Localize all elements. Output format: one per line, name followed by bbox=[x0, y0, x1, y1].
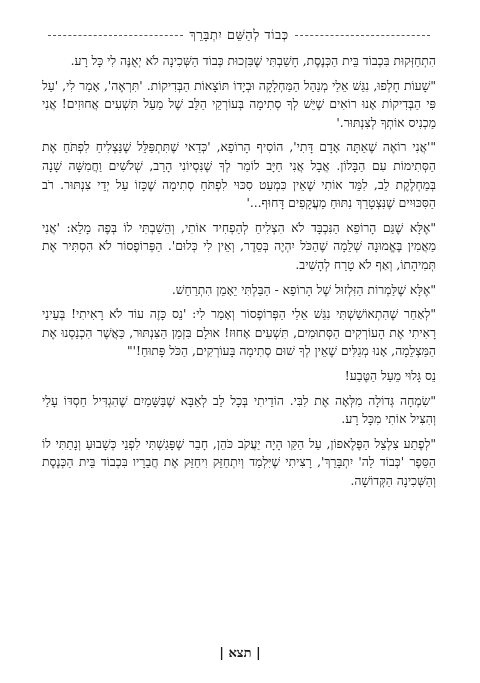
paragraph: נֵס גָּלוּי מֵעַל הַטֶּבַע! bbox=[344, 368, 436, 383]
paragraph: "שִׂמְחָה גְּדוֹלָה מִלְּאָה אֶת לִבִּי. הוֹדֵיתִי בְּכָל לֵב לְאַבָּא שֶׁבַּשָּׁמַיִם שֶׁהִגְדִּיל חַסְדּוֹ עָלַי וְהִצִּיל אוֹתִי מִכָּל רָע. bbox=[42, 393, 436, 427]
header-rule-right bbox=[295, 35, 430, 36]
paragraph: "'אֲנִי רוֹאֶה שֶׁאַתָּה אָדָם דָּתִי', הוֹסִיף הָרוֹפֵא, 'כְּדַאי שֶׁתִּתְפַּלֵּל שֶׁנַּצְלִיחַ לִפְתֹּחַ אֶת הַסְּתִימוֹת עִם הַבָּלוֹן. אֲבָל אֲנִי חַיָּב לוֹמַר לְךָ שֶׁנִּסְיוֹנִי הָרַב, שְׁלֹשִׁים וַחֲמִשָּׁה שָׁנָה בְּמַחְלֶקֶת לֵב, לִמֵּד אוֹתִי שֶׁאֵין כִּמְעַט סִכּוּי לִפְתֹּחַ סְתִימָה שֶׁכָּזוֹ עַל יְדֵי צִנְתּוּר. רֹב הַסִּכּוּיִים שֶׁנִּצְטָרֵךְ נִתּוּחַ מַעֲקָפִים דָּחוּף...' bbox=[42, 140, 436, 211]
header-title: כְּבוֹד לְהַשֵּׁם יִתְבָּרֵךְ bbox=[189, 28, 289, 43]
paragraph: "אֶלָּא שֶׁגַּם הָרוֹפֵא הַנִּכְבָּד לֹא הִצְלִיחַ לְהַפְחִיד אוֹתִי, וְהֵשַׁבְתִּי לוֹ בְּפֶה מָלֵא: 'אֲנִי מַאֲמִין בֶּאֱמוּנָה שְׁלֵמָה שֶׁהַכֹּל יִהְיֶה בְּסֵדֶר, וְאֵין לִי כְּלוּם'. הַפְּרוֹפֶסוֹר לֹא הִסְתִּיר אֶת תְּמִיהָתוֹ, וְאַף לֹא טָרַח לְהָשִׁיב. bbox=[42, 220, 436, 272]
paragraph: "שָׁעוֹת חָלְפוּ, נִגַּשׁ אֵלַי מְנַהֵל הַמַּחְלָקָה וּבְיָדוֹ תּוֹצָאוֹת הַבְּדִיקוֹת. 'תִּרְאֶה', אָמַר לִי, 'עַל פִּי הַבְּדִיקוֹת אָנוּ רוֹאִים שֶׁיֵּשׁ לְךָ סְתִימָה בְּעוֹרְקֵי הַלֵּב שֶׁל מַעַל תִּשְׁעִים אֲחוּזִים! אֲנִי מַכְנִיס אוֹתְךָ לְצִנְתּוּר.' bbox=[42, 78, 436, 130]
paragraph: הִתְחַזְּקוּת בִּכְבוֹד בֵּית הַכְּנֶסֶת, חָשַׁבְתִּי שֶׁבִּזְכוּת כְּבוֹד הַשְּׁכִינָה לֹא יְאֻנֶּה לִי כָּל רָע. bbox=[70, 54, 436, 68]
running-header bbox=[42, 24, 436, 46]
page-body bbox=[42, 52, 436, 490]
paragraph: "לְפֶתַע צִלְצֵל הַפֶּלֶאפוֹן, עַל הַקַּו הָיָה יַעֲקֹב כֹּהֵן, חָבֵר שֶׁפָּגַשְׁתִּי לִפְנֵי כְּשָׁבוּעַ וְנָתַתִּי לוֹ הַסֵּפֶר 'כְּבוֹד לַה' יִתְבָּרֵךְ', רָצִיתִי שֶׁיִּלְמַד וְיִתְחַזֵּק וִיחַזֵּק אֶת חֲבֵרָיו בִּכְבוֹד בֵּית הַכְּנֶסֶת וְהַשְּׁכִינָה הַקְּדוֹשָׁה. bbox=[42, 436, 436, 488]
paragraph: "לְאַחַר שֶׁהִתְאוֹשַׁשְׁתִּי נִגַּשׁ אֵלַי הַפְּרוֹפֶסוֹר וְאָמַר לִי: 'נֵס כָּזֶה עוֹד לֹא רָאִיתִי! בְּעֵינַי רָאִיתִי אֶת הָעוֹרְקִים הַסְּתוּמִים, תִּשְׁעִים אָחוּז! אוּלָם בִּזְמַן הַצִּנְתּוּר, כַּאֲשֶׁר הִכְנַסְנוּ אֶת הַמַּצְלֵמָה, אָנוּ מְגַלִּים שֶׁאֵין לְךָ שׁוּם סְתִימָה בָּעוֹרְקִים, הַכֹּל פָּתוּחַ!'" bbox=[42, 307, 436, 359]
header-rule-left bbox=[48, 35, 183, 36]
paragraph: "אֶלָּא שֶׁלַּמְרוֹת הַזִּלְזוּל שֶׁל הָרוֹפֵא - הַבַּלְתִּי יֵאָמֵן הִתְרַחֵשׁ. bbox=[171, 282, 436, 297]
page-number: | תצא | bbox=[219, 646, 261, 661]
